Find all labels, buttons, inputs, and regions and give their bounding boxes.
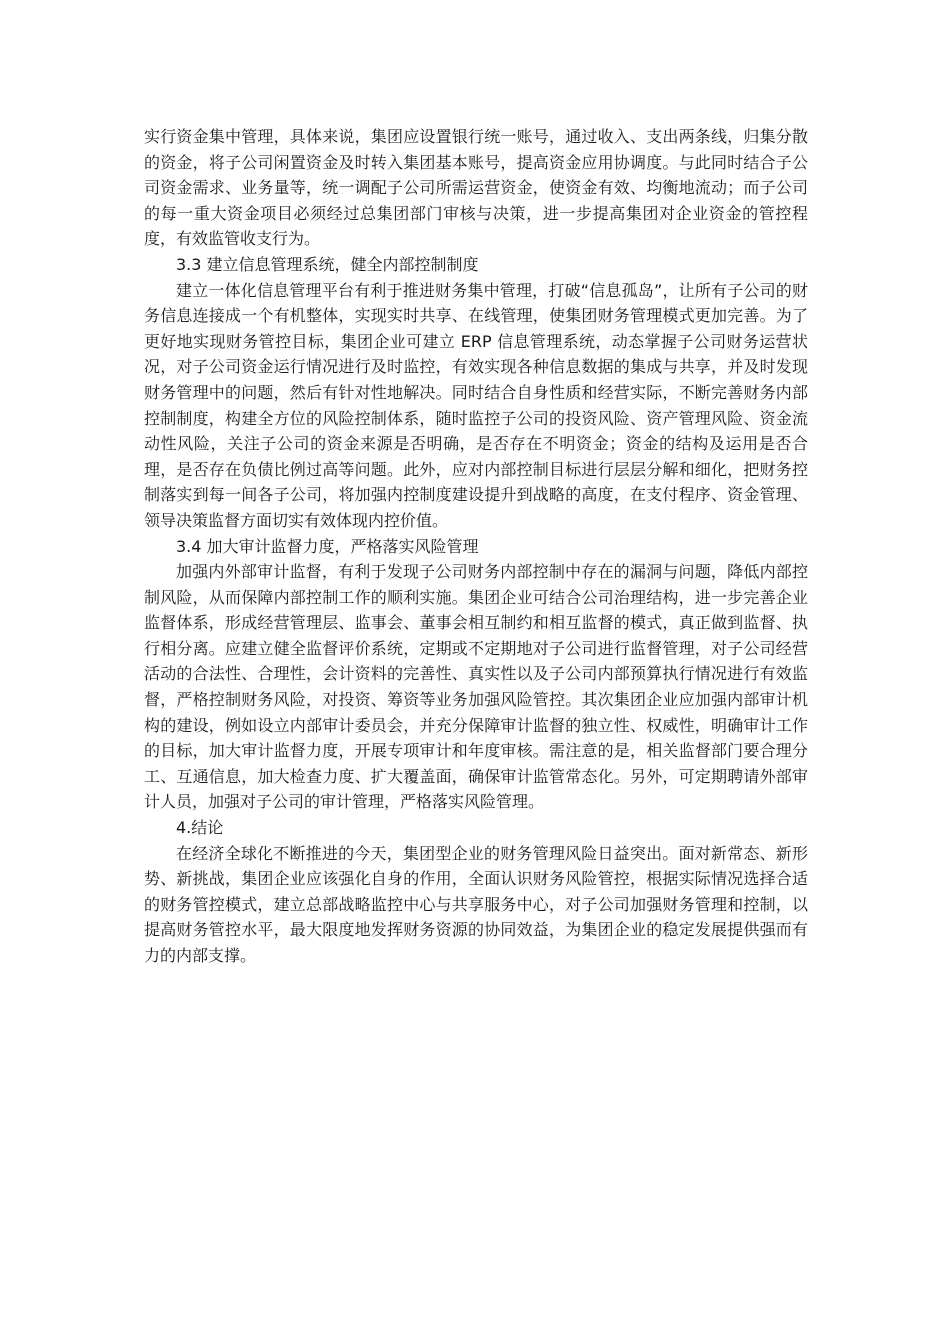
section-heading-4: 4.结论 bbox=[176, 818, 224, 838]
document-page bbox=[144, 124, 808, 969]
paragraph-conclusion: 在经济全球化不断推进的今天，集团型企业的财务管理风险日益突出。面对新常态、新形势、新挑战，集团企业应该强化自身的作用，全面认识财务风险管控，根据实际情况选择合适的财务管控模式，建立总部战略监控中心与共享服务中心，对子公司加强财务管理和控制，以提高财务管控水平，最大限度地发挥财务资源的协同效益，为集团企业的稳定发展提供强而有力的内部支撑。 bbox=[144, 843, 808, 965]
section-heading-3-3: 3.3 建立信息管理系统，健全内部控制制度 bbox=[176, 254, 479, 274]
paragraph-audit-supervision: 加强内外部审计监督，有利于发现子公司财务内部控制中存在的漏洞与问题，降低内部控制风险，从而保障内部控制工作的顺利实施。集团企业可结合公司治理结构，进一步完善企业监督体系，形成经营管理层、监事会、董事会相互制约和相互监督的模式，真正做到监督、执行相分离。应建立健全监督评价系统，定期或不定期地对子公司进行监督管理，对子公司经营活动的合法性、合理性，会计资料的完善性、真实性以及子公司内部预算执行情况进行有效监督，严格控制财务风险，对投资、筹资等业务加强风险管控。其次集团企业应加强内部审计机构的建设，例如设立内部审计委员会，并充分保障审计监督的独立性、权威性，明确审计工作的目标，加大审计监督力度，开展专项审计和年度审核。需注意的是，相关监督部门要合理分工、互通信息，加大检查力度、扩大覆盖面，确保审计监管常态化。另外，可定期聘请外部审计人员，加强对子公司的审计管理，严格落实风险管理。 bbox=[144, 562, 808, 812]
paragraph-information-system: 建立一体化信息管理平台有利于推进财务集中管理，打破“信息孤岛”，让所有子公司的财务信息连接成一个有机整体，实现实时共享、在线管理，使集团财务管理模式更加完善。为了更好地实现财务管控目标，集团企业可建立 ERP 信息管理系统，动态掌握子公司财务运营状况，对子公司资金运行情况进行及时监控，有效实现各种信息数据的集成与共享，并及时发现财务管理中的问题，然后有针对性地解决。同时结合自身性质和经营实际，不断完善财务内部控制制度，构建全方位的风险控制体系，随时监控子公司的投资风险、资产管理风险、资金流动性风险，关注子公司的资金来源是否明确，是否存在不明资金；资金的结构及运用是否合理，是否存在负债比例过高等问题。此外，应对内部控制目标进行层层分解和细化，把财务控制落实到每一间各子公司，将加强内控制度建设提升到战略的高度，在支付程序、资金管理、领导决策监督方面切实有效体现内控价值。 bbox=[144, 280, 808, 530]
section-heading-3-4: 3.4 加大审计监督力度，严格落实风险管理 bbox=[176, 536, 479, 556]
paragraph-fund-management: 实行资金集中管理，具体来说，集团应设置银行统一账号，通过收入、支出两条线，归集分散的资金，将子公司闲置资金及时转入集团基本账号，提高资金应用协调度。与此同时结合子公司资金需求、业务量等，统一调配子公司所需运营资金，使资金有效、均衡地流动；而子公司的每一重大资金项目必须经过总集团部门审核与决策，进一步提高集团对企业资金的管控程度，有效监管收支行为。 bbox=[144, 127, 808, 249]
